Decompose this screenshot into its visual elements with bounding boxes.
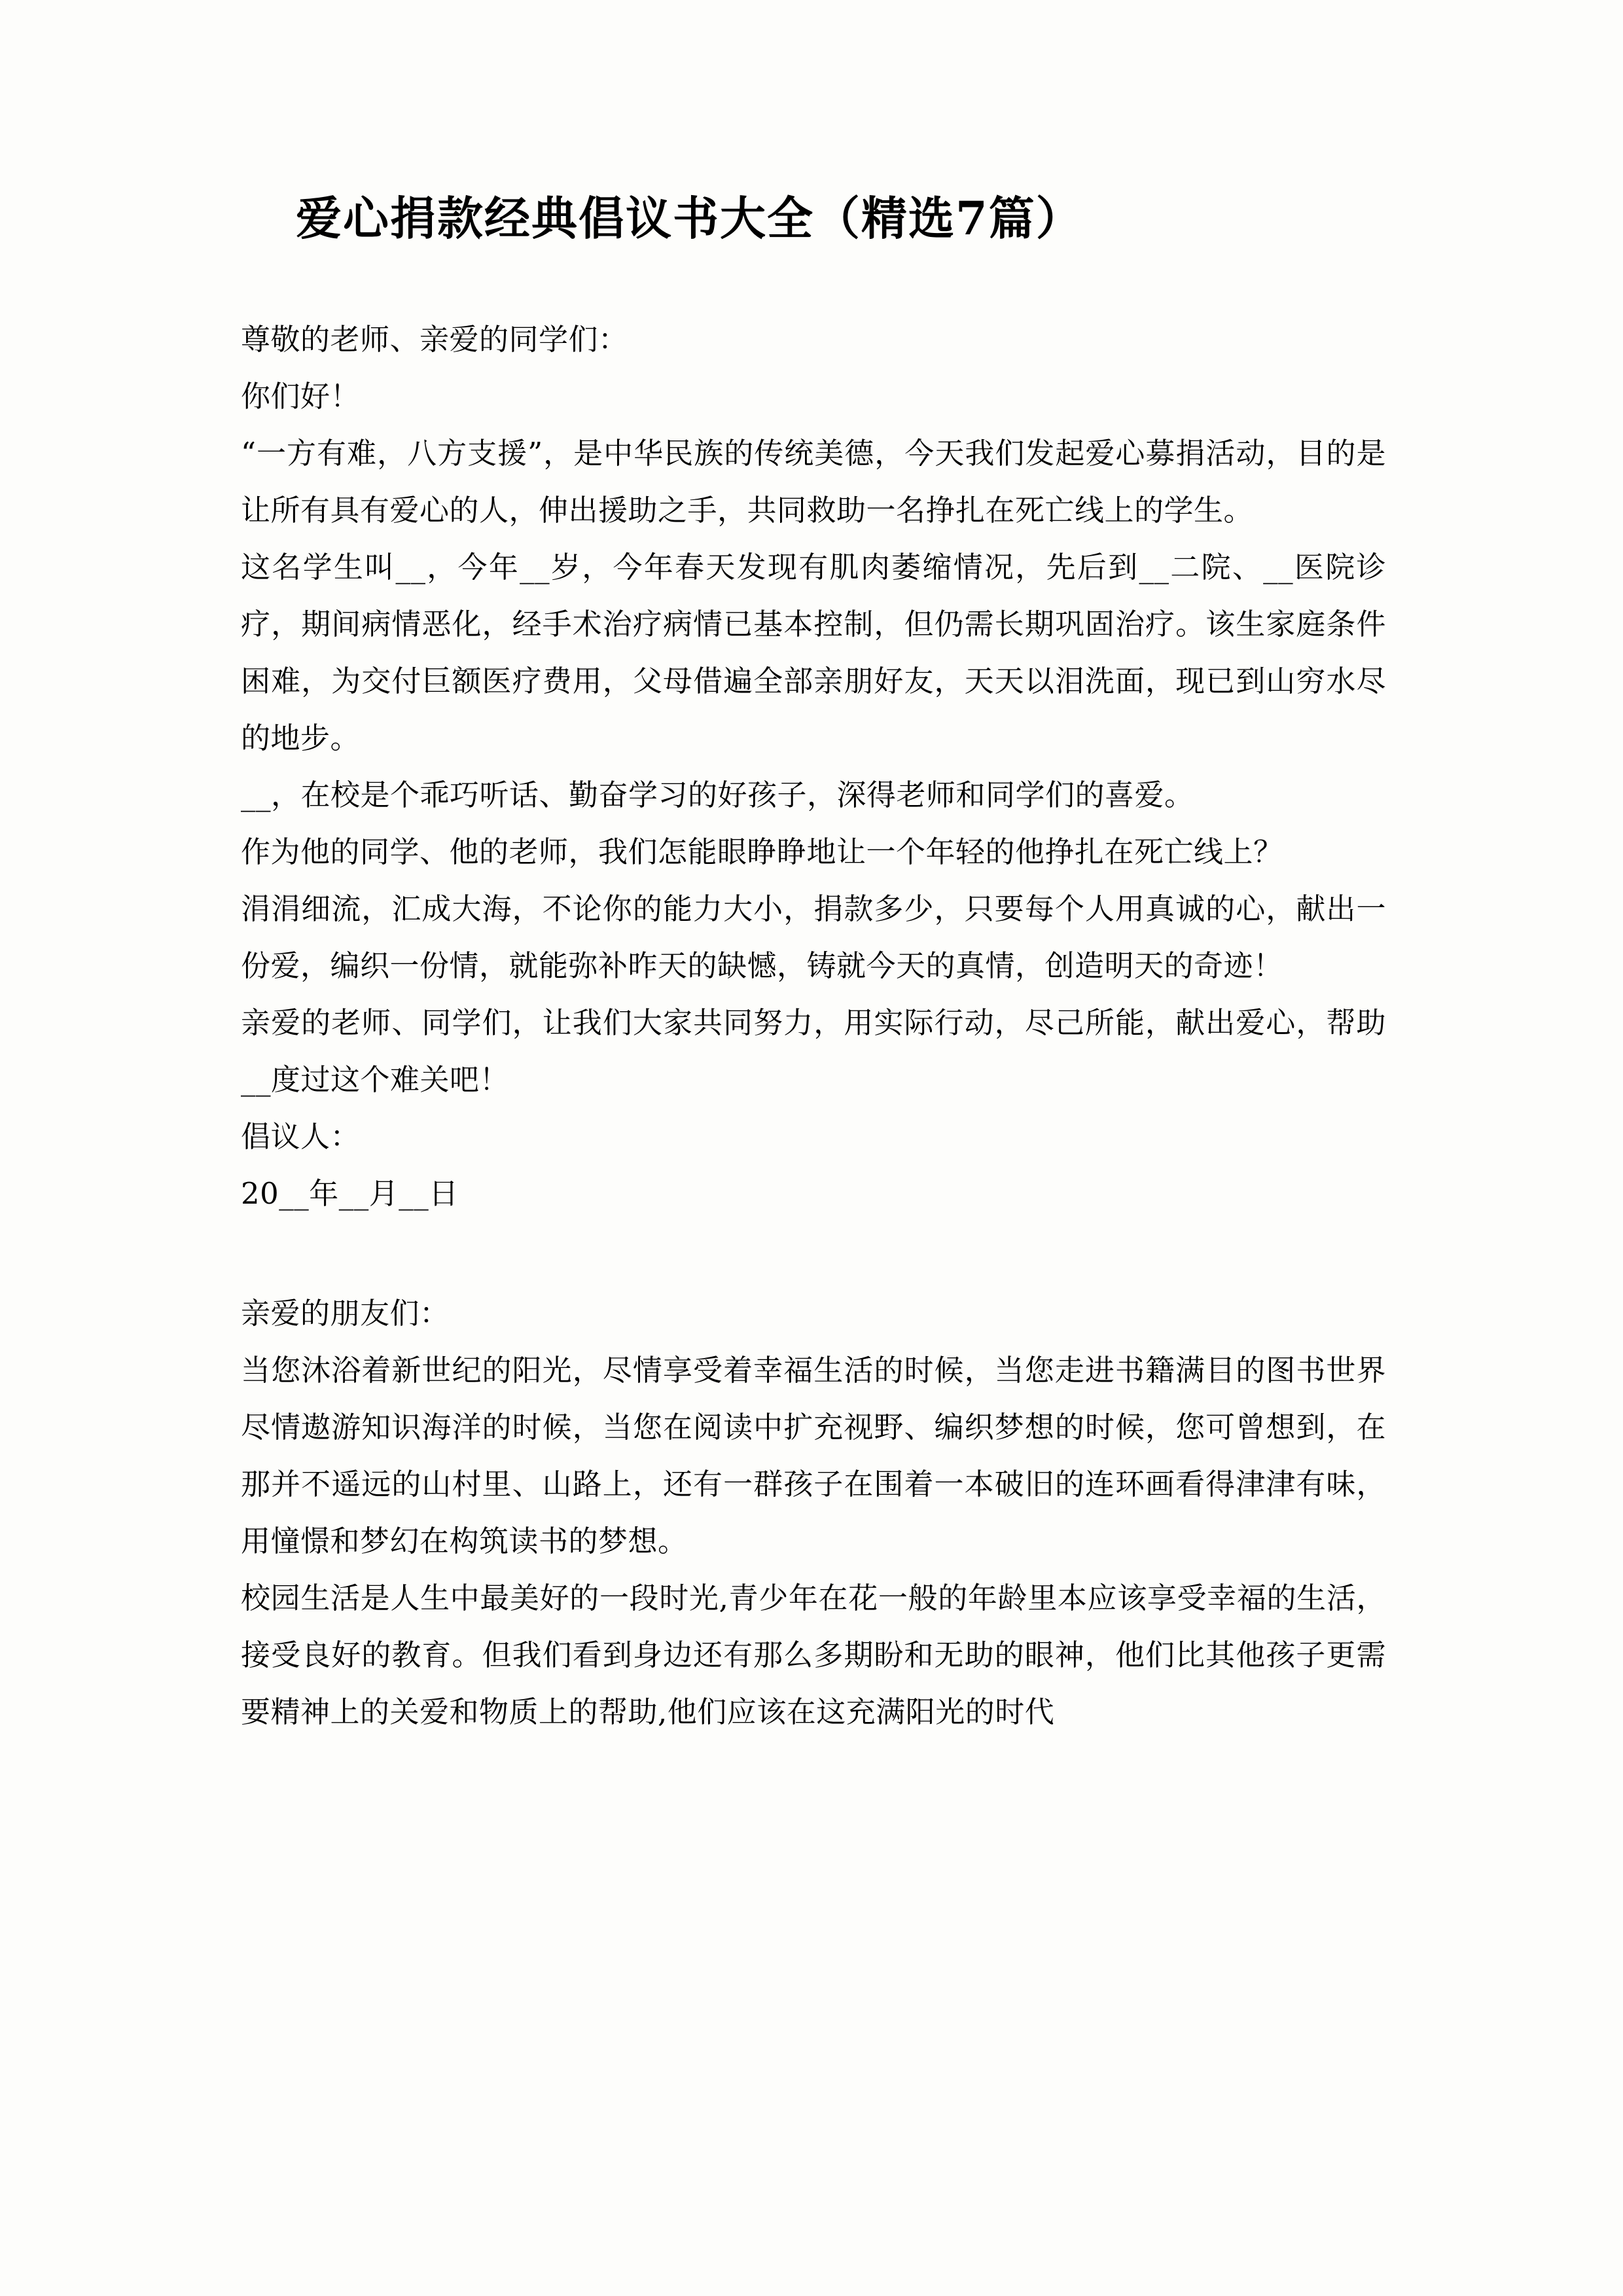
section-two-salutation: 亲爱的朋友们： [241, 1295, 450, 1331]
section-one-paragraph-6: 亲爱的老师、同学们，让我们大家共同努力，用实际行动，尽己所能，献出爱心，帮助__度过这个难关吧！ [241, 1005, 1386, 1097]
signature-label: 倡议人： [241, 1119, 361, 1154]
section-one-paragraph-5: 涓涓细流，汇成大海，不论你的能力大小，捐款多少，只要每个人用真诚的心，献出一份爱，编织一份情，就能弥补昨天的缺憾，铸就今天的真情，创造明天的奇迹！ [241, 891, 1386, 983]
section-one-paragraph-3: __，在校是个乖巧听话、勤奋学习的好孩子，深得老师和同学们的喜爱。 [241, 777, 1194, 812]
section-one-paragraph-4: 作为他的同学、他的老师，我们怎能眼睁睁地让一个年轻的他挣扎在死亡线上？ [241, 834, 1283, 869]
section-one-paragraph-1: “一方有难，八方支援”，是中华民族的传统美德，今天我们发起爱心募捐活动，目的是让所有具有爱心的人，伸出援助之手，共同救助一名挣扎在死亡线上的学生。 [241, 435, 1386, 528]
section-one-salutation: 尊敬的老师、亲爱的同学们： [241, 321, 628, 357]
section-one-greeting: 你们好！ [241, 378, 361, 414]
section-one-paragraph-2: 这名学生叫__，今年__岁，今年春天发现有肌肉萎缩情况，先后到__二院、__医院诊疗，期间病情恶化，经手术治疗病情已基本控制，但仍需长期巩固治疗。该生家庭条件困难，为交付巨额医疗费用，父母借遍全部亲朋好友，天天以泪洗面，现已到山穷水尽的地步。 [241, 549, 1386, 755]
page-title: 爱心捐款经典倡议书大全（精选7篇） [296, 191, 1083, 245]
section-two-paragraph-1: 当您沐浴着新世纪的阳光，尽情享受着幸福生活的时候，当您走进书籍满目的图书世界尽情遨游知识海洋的时候，当您在阅读中扩充视野、编织梦想的时候，您可曾想到，在那并不遥远的山村里、山路上，还有一群孩子在围着一本破旧的连环画看得津津有味，用憧憬和梦幻在构筑读书的梦想。 [241, 1352, 1386, 1558]
document-content [241, 0, 1386, 1740]
section-divider-spacer [241, 1222, 1386, 1285]
date-line: 20__年__月__日 [241, 1175, 459, 1211]
section-two-paragraph-2: 校园生活是人生中最美好的一段时光,青少年在花一般的年龄里本应该享受幸福的生活，接受良好的教育。但我们看到身边还有那么多期盼和无助的眼神，他们比其他孩子更需要精神上的关爱和物质上的帮助,他们应该在这充满阳光的时代 [241, 1580, 1386, 1729]
